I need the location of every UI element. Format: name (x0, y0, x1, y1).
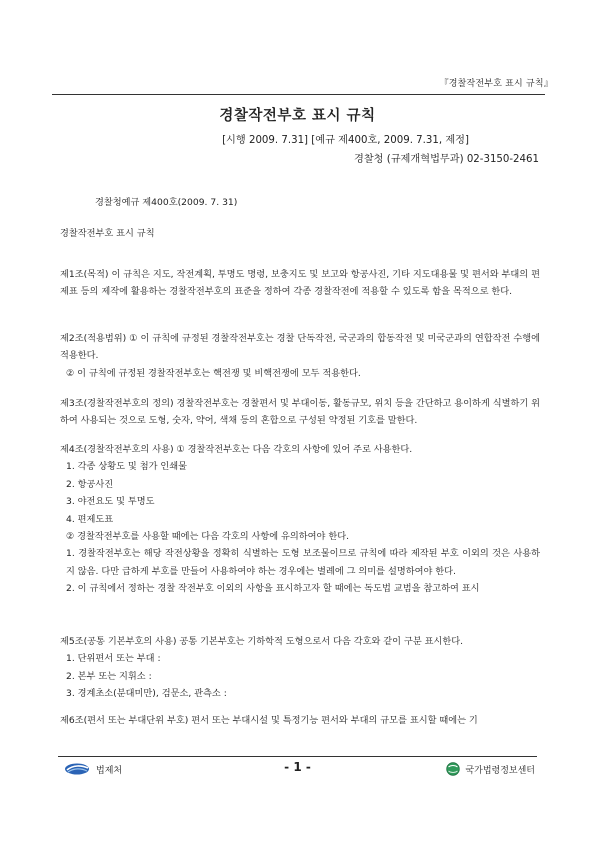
article-6 (60, 712, 540, 729)
article-4-item-4: 4. 편제도표 (66, 513, 114, 525)
ministry-contact: 경찰청 (규제개혁법무과) 02-3150-2461 (353, 154, 539, 165)
article-3 (60, 395, 540, 430)
article-1 (60, 266, 540, 301)
article-4-paragraph-2-item-2: 2. 이 규칙에서 정하는 경찰 작전부호 이외의 사항을 표시하고자 할 때에는 독도법 교범을 참고하여 표시 (66, 583, 480, 595)
article-3-text: 제3조(경찰작전부호의 정의) 경찰작전부호는 경찰편서 및 부대이동, 활동규모, 위치 등을 간단하고 용이하게 식별하기 위하여 사용되는 것으로 도형, 숫자, 약어, 색채 등의 혼합으로 구성된 약정된 기호를 말한다. (60, 398, 540, 427)
article-4 (60, 441, 540, 598)
article-2-paragraph-2: ② 이 규칙에 규정된 경찰작전부호는 핵전쟁 및 비핵전쟁에 모두 적용한다. (66, 367, 361, 379)
article-5-item-1: 1. 단위편서 또는 부대 : (66, 653, 161, 665)
header-document-tag: 『경찰작전부호 표시 규칙』 (439, 79, 553, 89)
footer-divider (58, 756, 537, 757)
article-5-intro: 제5조(공통 기본부호의 사용) 공통 기본부호는 기하학적 도형으로서 다음 각호와 같이 구분 표시한다. (60, 636, 464, 647)
header-divider (52, 94, 545, 95)
page-number: - 1 - (284, 760, 311, 774)
regulation-subtitle: 경찰작전부호 표시 규칙 (60, 228, 155, 239)
article-5-item-2: 2. 본부 또는 지휘소 : (66, 670, 152, 682)
article-4-intro: 제4조(경찰작전부호의 사용) ① 경찰작전부호는 다음 각호의 사항에 있어 주로 사용한다. (60, 444, 413, 455)
article-5-item-3: 3. 경계초소(분대미만), 검문소, 관측소 : (66, 688, 227, 700)
article-2 (60, 330, 540, 382)
article-1-text: 제1조(목적) 이 규칙은 지도, 작전계획, 투명도 명령, 보충지도 및 보고와 항공사진, 기타 지도대용물 및 편서와 부대의 편제표 등의 제작에 활용하는 경찰작전부호의 표준을 정하여 각종 경찰작전에 적용할 수 있도록 함을 목적으로 한다. (60, 269, 540, 298)
page-footer (58, 756, 537, 782)
law-center-globe-icon (446, 762, 460, 776)
article-4-item-2: 2. 항공사진 (66, 478, 114, 490)
article-2-paragraph-1: 제2조(적용범위) ① 이 규칙에 규정된 경찰작전부호는 경찰 단독작전, 국군과의 합동작전 및 미국군과의 연합작전 수행에 적용한다. (60, 333, 540, 362)
article-4-item-1: 1. 각종 상황도 및 첨가 인쇄물 (66, 461, 187, 473)
effective-date-line: [시행 2009. 7.31] [예규 제400호, 2009. 7.31, 제정] (222, 135, 469, 146)
article-4-item-3: 3. 야전요도 및 투명도 (66, 496, 155, 508)
regulation-reference: 경찰청예규 제400호(2009. 7. 31) (95, 197, 238, 208)
article-4-paragraph-2: ② 경찰작전부호를 사용할 때에는 다음 각호의 사항에 유의하여야 한다. (66, 531, 350, 543)
article-6-text: 제6조(편서 또는 부대단위 부호) 편서 또는 부대시설 및 특정기능 편서와 부대의 규모를 표시할 때에는 기 (60, 715, 478, 726)
article-5 (60, 633, 540, 703)
article-4-paragraph-2-item-1: 1. 경찰작전부호는 해당 작전상황을 정확히 식별하는 도형 보조물이므로 규칙에 따라 제작된 부호 이외의 것은 사용하지 않음. 다만 급하게 부호를 만들어 사용하여야 하는 경우에는 별례에 그 의미를 설명하여야 한다. (66, 548, 540, 577)
footer-law-center-name: 국가법령정보센터 (465, 765, 535, 776)
document-title: 경찰작전부호 표시 규칙 (219, 108, 376, 124)
footer-publisher-name: 법제처 (96, 765, 123, 776)
footer-law-center (446, 762, 535, 776)
